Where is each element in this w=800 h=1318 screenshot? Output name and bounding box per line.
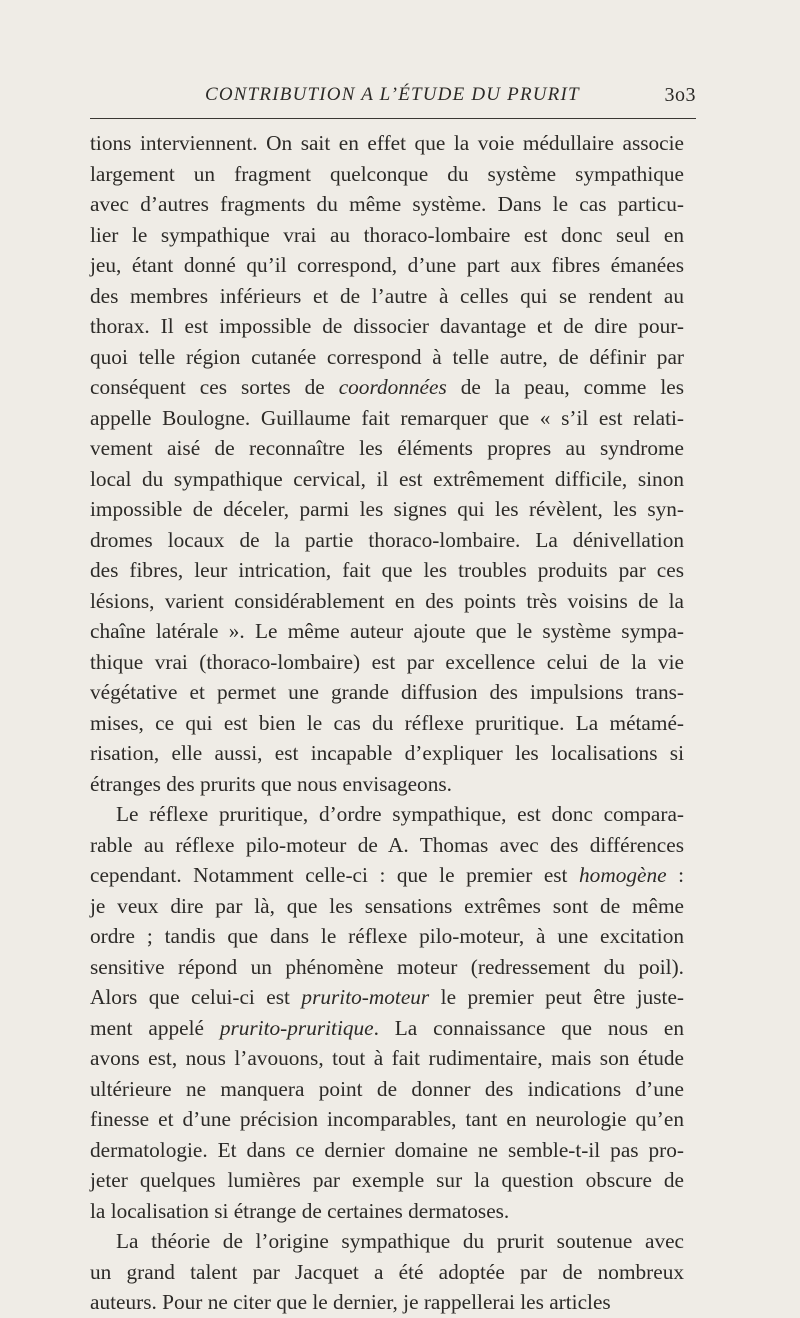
text-line: tions interviennent. On sait en effet que la voie médullaire associe — [90, 131, 684, 155]
text-line: avons est, nous l’avouons, tout à fait rudimentaire, mais son étude — [90, 1046, 684, 1070]
text-line: lésions, varient considérablement en des points très voisins de la — [90, 588, 684, 613]
text-line: auteurs. Pour ne citer que le dernier, je rappellerai les articles — [90, 1290, 611, 1314]
text-line: lier le sympathique vrai au thoraco-lombaire est donc seul en — [90, 222, 684, 247]
text-line: appelle Boulogne. Guillaume fait remarquer que « s’il est relati- — [90, 405, 684, 430]
text-line: largement un fragment quelconque du système sympathique — [90, 161, 684, 186]
text-line: quoi telle région cutanée correspond à telle autre, de définir par — [90, 344, 684, 369]
text-line: conséquent ces sortes de coordonnées de la peau, comme les — [90, 375, 684, 399]
body-text — [90, 128, 684, 1318]
text-line: ment appelé prurito-pruritique. La connaissance que nous en — [90, 1015, 684, 1040]
text-line: étranges des prurits que nous envisageons. — [90, 771, 452, 796]
text-line: vement aisé de reconnaître les éléments propres au syndrome — [90, 436, 684, 460]
paragraph — [90, 128, 684, 799]
text-line: avec d’autres fragments du même système. Dans le cas particu- — [90, 192, 684, 216]
text-line: des membres inférieurs et de l’autre à celles qui se rendent au — [90, 283, 684, 308]
running-title: CONTRIBUTION A L’ÉTUDE DU PRURIT — [205, 84, 580, 105]
text-line: des fibres, leur intrication, fait que les troubles produits par ces — [90, 558, 684, 582]
paragraph — [90, 1226, 684, 1318]
text-line: rable au réflexe pilo-moteur de A. Thomas avec des différences — [90, 832, 684, 857]
text-line: jeter quelques lumières par exemple sur la question obscure de — [90, 1168, 684, 1192]
text-line: cependant. Notamment celle-ci : que le premier est homogène : — [90, 863, 684, 887]
text-line: mises, ce qui est bien le cas du réflexe pruritique. La métamé- — [90, 710, 684, 735]
text-line: Alors que celui-ci est prurito-moteur le premier peut être juste- — [90, 985, 684, 1009]
header-rule — [90, 118, 696, 119]
text-line: chaîne latérale ». Le même auteur ajoute que le système sympa- — [90, 619, 684, 643]
text-line: thorax. Il est impossible de dissocier davantage et de dire pour- — [90, 314, 684, 338]
text-line: la localisation si étrange de certaines dermatoses. — [90, 1198, 510, 1223]
text-line: Le réflexe pruritique, d’ordre sympathique, est donc compara- — [116, 802, 684, 826]
text-line: local du sympathique cervical, il est extrêmement difficile, sinon — [90, 466, 684, 491]
text-line: impossible de déceler, parmi les signes qui les révèlent, les syn- — [90, 497, 684, 521]
text-line: thique vrai (thoraco-lombaire) est par excellence celui de la vie — [90, 649, 684, 674]
text-line: je veux dire par là, que les sensations extrêmes sont de même — [90, 893, 684, 918]
text-line: La théorie de l’origine sympathique du prurit soutenue avec — [116, 1229, 684, 1253]
page-number: 3o3 — [664, 84, 696, 106]
text-line: végétative et permet une grande diffusion des impulsions trans- — [90, 680, 684, 704]
text-line: un grand talent par Jacquet a été adoptée par de nombreux — [90, 1259, 684, 1284]
text-line: dromes locaux de la partie thoraco-lombaire. La dénivellation — [90, 527, 684, 552]
text-line: finesse et d’une précision incomparables, tant en neurologie qu’en — [90, 1107, 684, 1131]
text-line: ultérieure ne manquera point de donner des indications d’une — [90, 1076, 684, 1101]
running-head — [90, 84, 696, 114]
text-line: risation, elle aussi, est incapable d’expliquer les localisations si — [90, 741, 684, 765]
paragraph — [90, 799, 684, 1226]
text-line: ordre ; tandis que dans le réflexe pilo-moteur, à une excitation — [90, 924, 684, 948]
text-line: jeu, étant donné qu’il correspond, d’une part aux fibres émanées — [90, 253, 684, 277]
text-line: sensitive répond un phénomène moteur (redressement du poil). — [90, 954, 684, 979]
text-line: dermatologie. Et dans ce dernier domaine ne semble-t-il pas pro- — [90, 1137, 684, 1162]
